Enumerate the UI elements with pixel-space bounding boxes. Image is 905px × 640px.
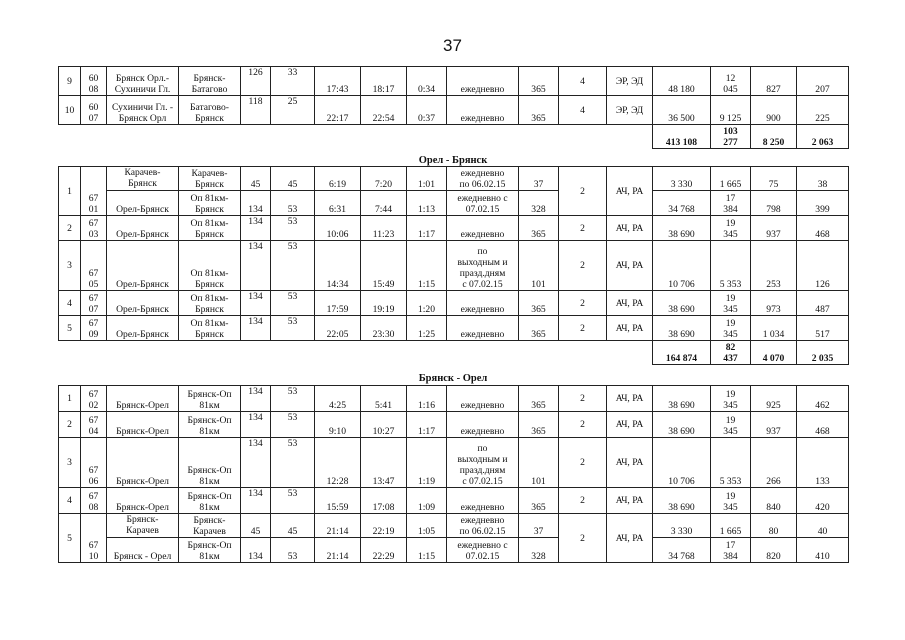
travel-time: 1:17 [407,216,447,241]
route: Брянск-Орел [107,488,179,514]
departure: 14:34 [315,241,361,291]
table-row [59,191,849,216]
row-number: 5 [59,514,81,563]
total-cost-3: 8 250 [751,125,797,149]
arrival: 18:17 [361,67,407,96]
days: 365 [519,488,559,514]
cost-4: 468 [797,216,849,241]
segment: Оп 81км- Брянск [179,216,241,241]
table-row [59,241,849,291]
travel-time: 0:37 [407,96,447,125]
departure: 22:17 [315,96,361,125]
departure: 21:14 [315,514,361,538]
wagons: 2 [559,167,607,216]
train-type: АЧ, РА [607,488,653,514]
travel-time: 1:17 [407,412,447,438]
total-cost-1: 164 874 [653,341,711,365]
wagons: 2 [559,216,607,241]
departure: 9:10 [315,412,361,438]
cost-3: 266 [751,438,797,488]
cost-3: 937 [751,216,797,241]
cost-3: 937 [751,412,797,438]
cost-3: 840 [751,488,797,514]
distance: 134 [241,412,271,438]
cost-1: 38 690 [653,216,711,241]
cost-2: 5 353 [711,438,751,488]
row-number: 10 [59,96,81,125]
row-number: 4 [59,488,81,514]
train-number: 67 04 [81,412,107,438]
train-number: 67 06 [81,438,107,488]
cost-2: 19 345 [711,216,751,241]
cost-1: 34 768 [653,538,711,563]
segment: Брянск-Оп 81км [179,488,241,514]
distance: 134 [241,241,271,291]
schedule: ежедневно [447,291,519,316]
schedule: ежедневно [447,67,519,96]
train-number: 67 05 [81,241,107,291]
cost-1: 38 690 [653,291,711,316]
total-cost-2: 103 277 [711,125,751,149]
distance: 134 [241,438,271,488]
segment: Батагово- Брянск [179,96,241,125]
distance: 45 [241,167,271,191]
cost-2: 1 665 [711,514,751,538]
cost-4: 225 [797,96,849,125]
wagons: 2 [559,386,607,412]
train-type: АЧ, РА [607,216,653,241]
segment: Брянск- Карачев [179,514,241,538]
row-number: 9 [59,67,81,96]
train-type: ЭР, ЭД [607,96,653,125]
distance-zone: 53 [271,316,315,341]
train-type: АЧ, РА [607,241,653,291]
cost-2: 1 665 [711,167,751,191]
route: Сухиничи Гл. - Брянск Орл [107,96,179,125]
cost-4: 38 [797,167,849,191]
days: 37 [519,514,559,538]
train-number: 67 03 [81,216,107,241]
cost-4: 420 [797,488,849,514]
travel-time: 1:25 [407,316,447,341]
schedule: ежедневно [447,96,519,125]
departure: 21:14 [315,538,361,563]
section-title-bryansk-orel: Брянск - Орел [418,373,488,384]
distance-zone: 53 [271,241,315,291]
cost-4: 207 [797,67,849,96]
table-row [59,341,849,365]
cost-2: 19 345 [711,316,751,341]
route: Карачев- Брянск [107,167,179,191]
cost-1: 3 330 [653,167,711,191]
departure: 17:59 [315,291,361,316]
departure: 10:06 [315,216,361,241]
segment: Оп 81км- Брянск [179,191,241,216]
row-number: 3 [59,241,81,291]
cost-2: 19 345 [711,412,751,438]
travel-time: 1:20 [407,291,447,316]
cost-1: 10 706 [653,438,711,488]
distance: 118 [241,96,271,125]
travel-time: 1:13 [407,191,447,216]
cost-2: 17 384 [711,538,751,563]
table-row [59,386,849,412]
segment: Карачев- Брянск [179,167,241,191]
distance-zone: 53 [271,412,315,438]
segment: Брянск-Оп 81км [179,386,241,412]
train-number: 67 02 [81,386,107,412]
total-cost-4: 2 063 [797,125,849,149]
wagons: 2 [559,291,607,316]
cost-4: 410 [797,538,849,563]
distance-zone: 45 [271,514,315,538]
route: Орел-Брянск [107,316,179,341]
cost-1: 38 690 [653,412,711,438]
train-type: АЧ, РА [607,438,653,488]
travel-time: 1:05 [407,514,447,538]
days: 365 [519,96,559,125]
cost-4: 487 [797,291,849,316]
segment: Брянск-Оп 81км [179,412,241,438]
segment: Оп 81км- Брянск [179,241,241,291]
schedule: ежедневно [447,386,519,412]
arrival: 22:54 [361,96,407,125]
cost-1: 38 690 [653,316,711,341]
segment: Брянск-Оп 81км [179,438,241,488]
distance-zone: 53 [271,191,315,216]
cost-2: 5 353 [711,241,751,291]
schedule: ежедневно [447,216,519,241]
days: 37 [519,167,559,191]
distance-zone: 53 [271,216,315,241]
table-row [59,67,849,96]
table-row [59,412,849,438]
departure: 4:25 [315,386,361,412]
row-number: 2 [59,412,81,438]
segment: Оп 81км- Брянск [179,316,241,341]
cost-1: 38 690 [653,386,711,412]
route: Орел-Брянск [107,291,179,316]
travel-time: 1:15 [407,241,447,291]
distance-zone: 53 [271,538,315,563]
route: Брянск-Орел [107,386,179,412]
cost-4: 468 [797,412,849,438]
total-cost-3: 4 070 [751,341,797,365]
days: 101 [519,241,559,291]
departure: 22:05 [315,316,361,341]
wagons: 2 [559,488,607,514]
distance: 134 [241,216,271,241]
departure: 15:59 [315,488,361,514]
table-row [59,316,849,341]
departure: 12:28 [315,438,361,488]
table-row [59,125,849,149]
table-row [59,291,849,316]
table-cell [59,125,653,149]
route: Брянск-Орел [107,412,179,438]
travel-time: 1:15 [407,538,447,563]
train-number: 67 09 [81,316,107,341]
cost-3: 827 [751,67,797,96]
row-number: 3 [59,438,81,488]
train-number: 67 10 [81,514,107,563]
row-number: 1 [59,167,81,216]
cost-3: 798 [751,191,797,216]
days: 365 [519,216,559,241]
distance-zone: 53 [271,291,315,316]
section-title-orel-bryansk: Орел - Брянск [418,155,488,166]
days: 365 [519,67,559,96]
cost-2: 9 125 [711,96,751,125]
distance-zone: 53 [271,488,315,514]
days: 328 [519,538,559,563]
arrival: 11:23 [361,216,407,241]
arrival: 7:20 [361,167,407,191]
wagons: 2 [559,438,607,488]
travel-time: 0:34 [407,67,447,96]
days: 365 [519,412,559,438]
distance-zone: 45 [271,167,315,191]
departure: 6:31 [315,191,361,216]
train-number: 67 07 [81,291,107,316]
schedule: ежедневно [447,412,519,438]
distance: 134 [241,488,271,514]
arrival: 23:30 [361,316,407,341]
travel-time: 1:16 [407,386,447,412]
cost-1: 38 690 [653,488,711,514]
route: Брянск-Орел [107,438,179,488]
table-bryansk-orel [58,385,849,563]
days: 101 [519,438,559,488]
table-orel-bryansk [58,166,849,365]
distance: 134 [241,316,271,341]
schedule: ежедневно [447,316,519,341]
cost-4: 126 [797,241,849,291]
travel-time: 1:09 [407,488,447,514]
schedule: по выходным и празд.дням с 07.02.15 [447,438,519,488]
travel-time: 1:19 [407,438,447,488]
cost-4: 133 [797,438,849,488]
page-number: 37 [443,36,462,55]
distance-zone: 53 [271,438,315,488]
wagons: 2 [559,241,607,291]
cost-3: 1 034 [751,316,797,341]
train-type: ЭР, ЭД [607,67,653,96]
cost-1: 3 330 [653,514,711,538]
schedule: по выходным и празд.дням с 07.02.15 [447,241,519,291]
route: Брянск Орл.- Сухиничи Гл. [107,67,179,96]
arrival: 22:19 [361,514,407,538]
distance-zone: 25 [271,96,315,125]
arrival: 10:27 [361,412,407,438]
train-type: АЧ, РА [607,514,653,563]
schedule: ежедневно с 07.02.15 [447,191,519,216]
route: Орел-Брянск [107,241,179,291]
row-number: 4 [59,291,81,316]
route: Брянск - Орел [107,538,179,563]
cost-1: 36 500 [653,96,711,125]
distance: 45 [241,514,271,538]
cost-1: 48 180 [653,67,711,96]
row-number: 2 [59,216,81,241]
cost-3: 80 [751,514,797,538]
row-number: 5 [59,316,81,341]
wagons: 2 [559,514,607,563]
arrival: 15:49 [361,241,407,291]
days: 365 [519,386,559,412]
table-row [59,514,849,538]
days: 328 [519,191,559,216]
arrival: 13:47 [361,438,407,488]
arrival: 22:29 [361,538,407,563]
cost-2: 17 384 [711,191,751,216]
table-row [59,216,849,241]
cost-4: 40 [797,514,849,538]
table-row [59,488,849,514]
route: Орел-Брянск [107,216,179,241]
departure: 17:43 [315,67,361,96]
table-row [59,96,849,125]
train-number: 67 08 [81,488,107,514]
total-cost-2: 82 437 [711,341,751,365]
wagons: 2 [559,412,607,438]
cost-4: 462 [797,386,849,412]
cost-4: 517 [797,316,849,341]
travel-time: 1:01 [407,167,447,191]
cost-2: 19 345 [711,488,751,514]
wagons: 4 [559,96,607,125]
train-number: 60 07 [81,96,107,125]
cost-2: 19 345 [711,291,751,316]
distance: 134 [241,191,271,216]
row-number: 1 [59,386,81,412]
route: Орел-Брянск [107,191,179,216]
wagons: 2 [559,316,607,341]
cost-3: 253 [751,241,797,291]
train-type: АЧ, РА [607,316,653,341]
cost-3: 925 [751,386,797,412]
table-block-1 [58,66,849,149]
arrival: 5:41 [361,386,407,412]
train-type: АЧ, РА [607,167,653,216]
arrival: 7:44 [361,191,407,216]
cost-3: 973 [751,291,797,316]
table-cell [59,341,653,365]
total-cost-1: 413 108 [653,125,711,149]
schedule: ежедневно по 06.02.15 [447,514,519,538]
arrival: 19:19 [361,291,407,316]
distance-zone: 33 [271,67,315,96]
cost-3: 75 [751,167,797,191]
route: Брянск- Карачев [107,514,179,538]
departure: 6:19 [315,167,361,191]
days: 365 [519,291,559,316]
cost-2: 12 045 [711,67,751,96]
train-type: АЧ, РА [607,291,653,316]
arrival: 17:08 [361,488,407,514]
schedule: ежедневно с 07.02.15 [447,538,519,563]
cost-1: 34 768 [653,191,711,216]
total-cost-4: 2 035 [797,341,849,365]
table-row [59,538,849,563]
table-row [59,438,849,488]
distance: 134 [241,538,271,563]
distance: 134 [241,386,271,412]
table-row [59,167,849,191]
distance: 126 [241,67,271,96]
segment: Брянск- Батагово [179,67,241,96]
schedule: ежедневно по 06.02.15 [447,167,519,191]
segment: Оп 81км- Брянск [179,291,241,316]
cost-3: 900 [751,96,797,125]
cost-4: 399 [797,191,849,216]
distance: 134 [241,291,271,316]
distance-zone: 53 [271,386,315,412]
cost-3: 820 [751,538,797,563]
days: 365 [519,316,559,341]
cost-1: 10 706 [653,241,711,291]
schedule: ежедневно [447,488,519,514]
train-type: АЧ, РА [607,412,653,438]
segment: Брянск-Оп 81км [179,538,241,563]
wagons: 4 [559,67,607,96]
train-type: АЧ, РА [607,386,653,412]
cost-2: 19 345 [711,386,751,412]
train-number: 60 08 [81,67,107,96]
train-number: 67 01 [81,167,107,216]
